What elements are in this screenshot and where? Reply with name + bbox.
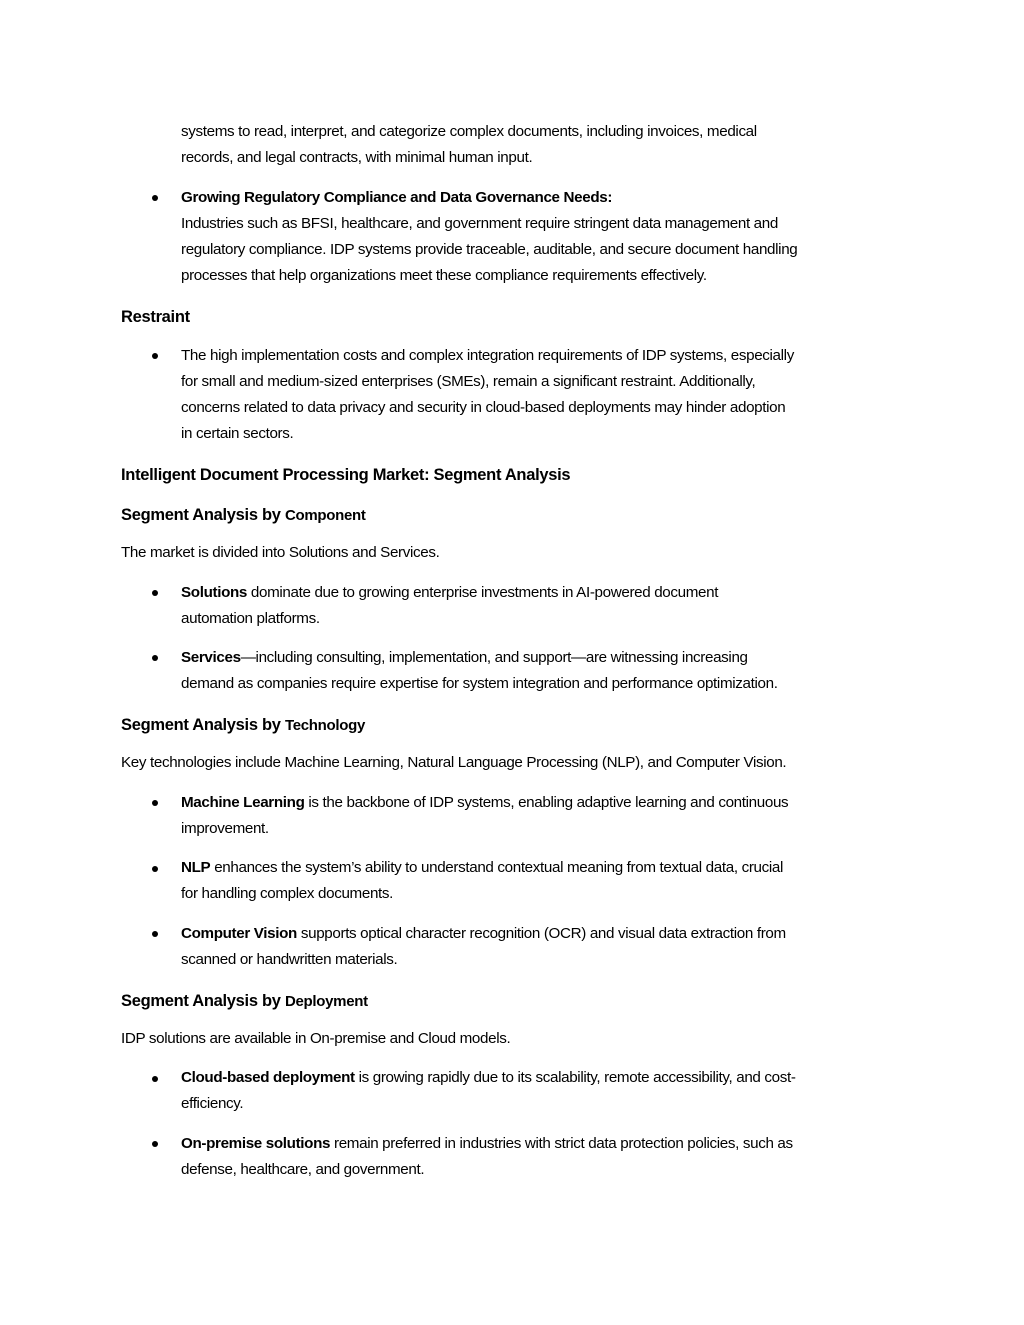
restraint-heading: Restraint <box>121 308 190 326</box>
item-text: is growing rapidly due to its scalability, remote accessibility, and cost- <box>354 1069 796 1086</box>
item-text: supports optical character recognition (OCR) and visual data extraction from <box>296 925 786 942</box>
paragraph-line: in certain sectors. <box>181 425 294 442</box>
bullet-icon <box>152 590 158 596</box>
bullet-icon <box>152 866 158 872</box>
paragraph-line: The high implementation costs and complex integration requirements of IDP systems, especially <box>181 347 794 364</box>
technology-intro: Key technologies include Machine Learning, Natural Language Processing (NLP), and Computer Vision. <box>121 754 787 771</box>
heading-prefix: Segment Analysis by <box>121 506 285 524</box>
bullet-icon <box>152 1076 158 1082</box>
paragraph-line: scanned or handwritten materials. <box>181 951 398 968</box>
list-item <box>181 648 748 668</box>
list-item <box>181 858 783 878</box>
bullet-icon <box>152 655 158 661</box>
list-item <box>181 924 786 944</box>
item-bold: Solutions <box>181 584 248 601</box>
bullet-icon <box>152 800 158 806</box>
item-bold: NLP <box>181 859 211 876</box>
deployment-heading <box>121 990 368 1013</box>
bullet-icon <box>152 1141 158 1147</box>
item-text: —including consulting, implementation, and support—are witnessing increasing <box>240 649 748 666</box>
heading-suffix: Component <box>284 507 366 524</box>
list-item <box>181 793 788 813</box>
paragraph-line: defense, healthcare, and government. <box>181 1161 425 1178</box>
list-item <box>181 1068 796 1088</box>
paragraph-line: for handling complex documents. <box>181 885 394 902</box>
item-bold: On-premise solutions <box>181 1135 331 1152</box>
paragraph-line: regulatory compliance. IDP systems provide traceable, auditable, and secure document handling <box>181 241 798 258</box>
paragraph-line: systems to read, interpret, and categorize complex documents, including invoices, medical <box>181 123 757 140</box>
deployment-intro: IDP solutions are available in On-premise and Cloud models. <box>121 1030 511 1047</box>
item-bold: Machine Learning <box>181 794 305 811</box>
item-bold: Cloud-based deployment <box>181 1069 355 1086</box>
component-heading <box>121 504 366 527</box>
item-bold: Services <box>181 649 241 666</box>
list-item <box>181 1134 793 1154</box>
heading-suffix: Deployment <box>284 993 368 1010</box>
item-bold: Computer Vision <box>181 925 297 942</box>
bullet-icon <box>152 931 158 937</box>
paragraph-line: automation platforms. <box>181 610 320 627</box>
paragraph-line: for small and medium-sized enterprises (SMEs), remain a significant restraint. Additionally, <box>181 373 756 390</box>
item-text: is the backbone of IDP systems, enabling adaptive learning and continuous <box>304 794 789 811</box>
paragraph-line: efficiency. <box>181 1095 244 1112</box>
list-item <box>181 583 718 603</box>
bullet-icon <box>152 195 158 201</box>
heading-suffix: Technology <box>284 717 366 734</box>
segment-analysis-heading: Intelligent Document Processing Market: Segment Analysis <box>121 466 571 484</box>
item-text: remain preferred in industries with strict data protection policies, such as <box>330 1135 793 1152</box>
heading-prefix: Segment Analysis by <box>121 992 285 1010</box>
heading-prefix: Segment Analysis by <box>121 716 285 734</box>
item-text: dominate due to growing enterprise investments in AI-powered document <box>247 584 719 601</box>
bullet-icon <box>152 353 158 359</box>
paragraph-line: improvement. <box>181 820 269 837</box>
paragraph-line: records, and legal contracts, with minimal human input. <box>181 149 533 166</box>
paragraph-line: Industries such as BFSI, healthcare, and government require stringent data management and <box>181 215 778 232</box>
component-intro: The market is divided into Solutions and Services. <box>121 544 440 561</box>
paragraph-line: concerns related to data privacy and security in cloud-based deployments may hinder adoption <box>181 399 786 416</box>
technology-heading <box>121 714 365 737</box>
driver-title: Growing Regulatory Compliance and Data Governance Needs: <box>181 189 613 206</box>
item-text: enhances the system’s ability to understand contextual meaning from textual data, crucial <box>210 859 784 876</box>
paragraph-line: demand as companies require expertise for system integration and performance optimization. <box>181 675 778 692</box>
paragraph-line: processes that help organizations meet these compliance requirements effectively. <box>181 267 707 284</box>
